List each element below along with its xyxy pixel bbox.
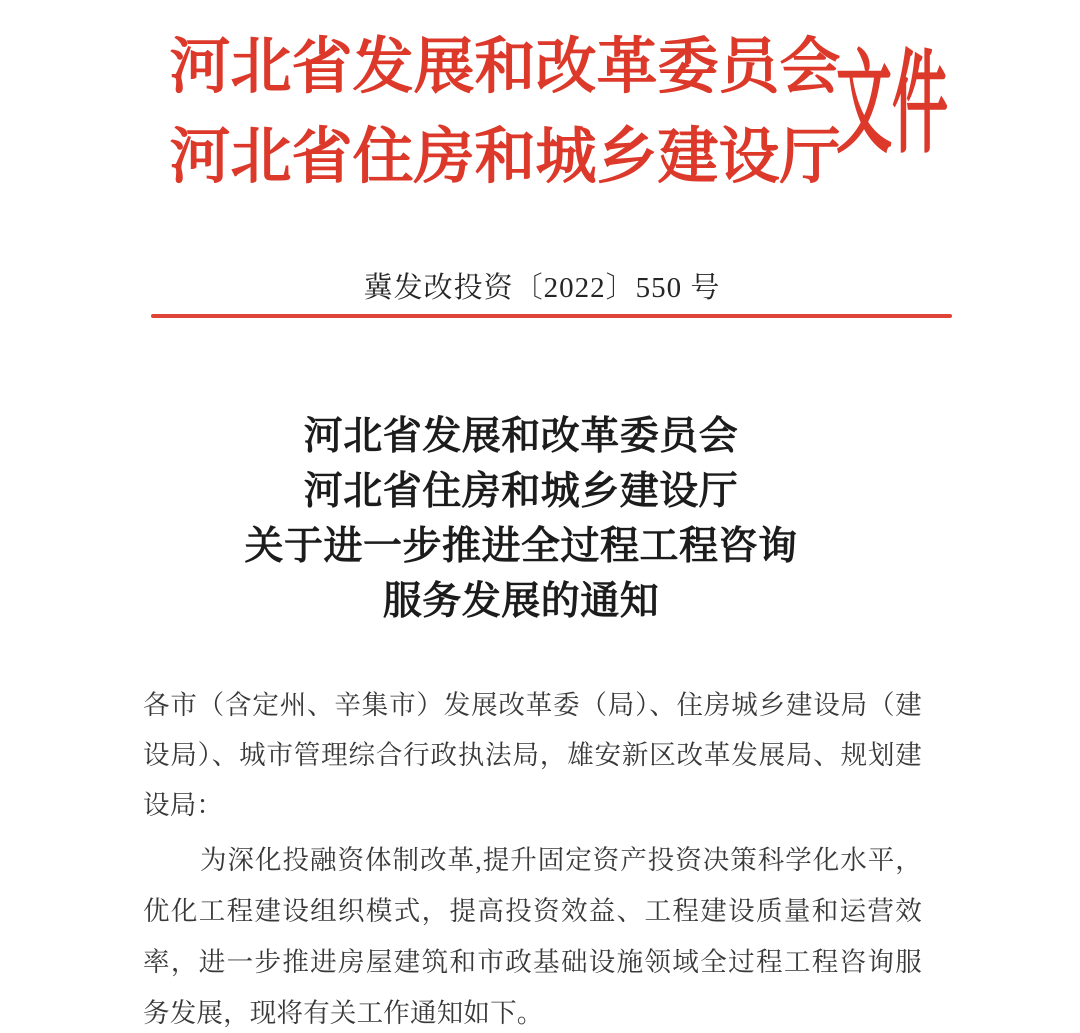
document-title-line-4: 服务发展的通知 — [382, 580, 660, 623]
recipients-line-3: 设局： — [143, 790, 224, 820]
doc-type-mark: 文件 — [836, 43, 948, 167]
document-title-line-3: 关于进一步推进全过程工程咨询 — [244, 525, 798, 568]
doc-number: 冀发改投资〔2022〕550 号 — [363, 272, 721, 304]
intro-line-1: 为深化投融资体制改革,提升固定资产投资决策科学化水平， — [200, 845, 922, 875]
intro-line-4: 务发展，现将有关工作通知如下。 — [143, 998, 544, 1028]
recipients-line-1: 各市（含定州、辛集市）发展改革委（局）、住房城乡建设局（建 — [143, 690, 922, 720]
recipients-line-2: 设局）、城市管理综合行政执法局，雄安新区改革发展局、规划建 — [143, 740, 922, 770]
intro-line-2: 优化工程建设组织模式，提高投资效益、工程建设质量和运营效 — [143, 896, 922, 926]
document-title-line-2: 河北省住房和城乡建设厅 — [303, 470, 739, 513]
red-separator-line — [151, 314, 952, 318]
agency-name-line-1: 河北省发展和改革委员会 — [169, 34, 841, 101]
recipients-paragraph — [143, 680, 922, 830]
intro-paragraph — [143, 835, 922, 1033]
document-title-line-1: 河北省发展和改革委员会 — [303, 415, 739, 458]
header-agency-names — [135, 23, 875, 203]
document-title — [131, 409, 911, 629]
intro-line-3: 率，进一步推进房屋建筑和市政基础设施领域全过程工程咨询服 — [143, 947, 922, 977]
agency-name-line-2: 河北省住房和城乡建设厅 — [169, 124, 841, 191]
